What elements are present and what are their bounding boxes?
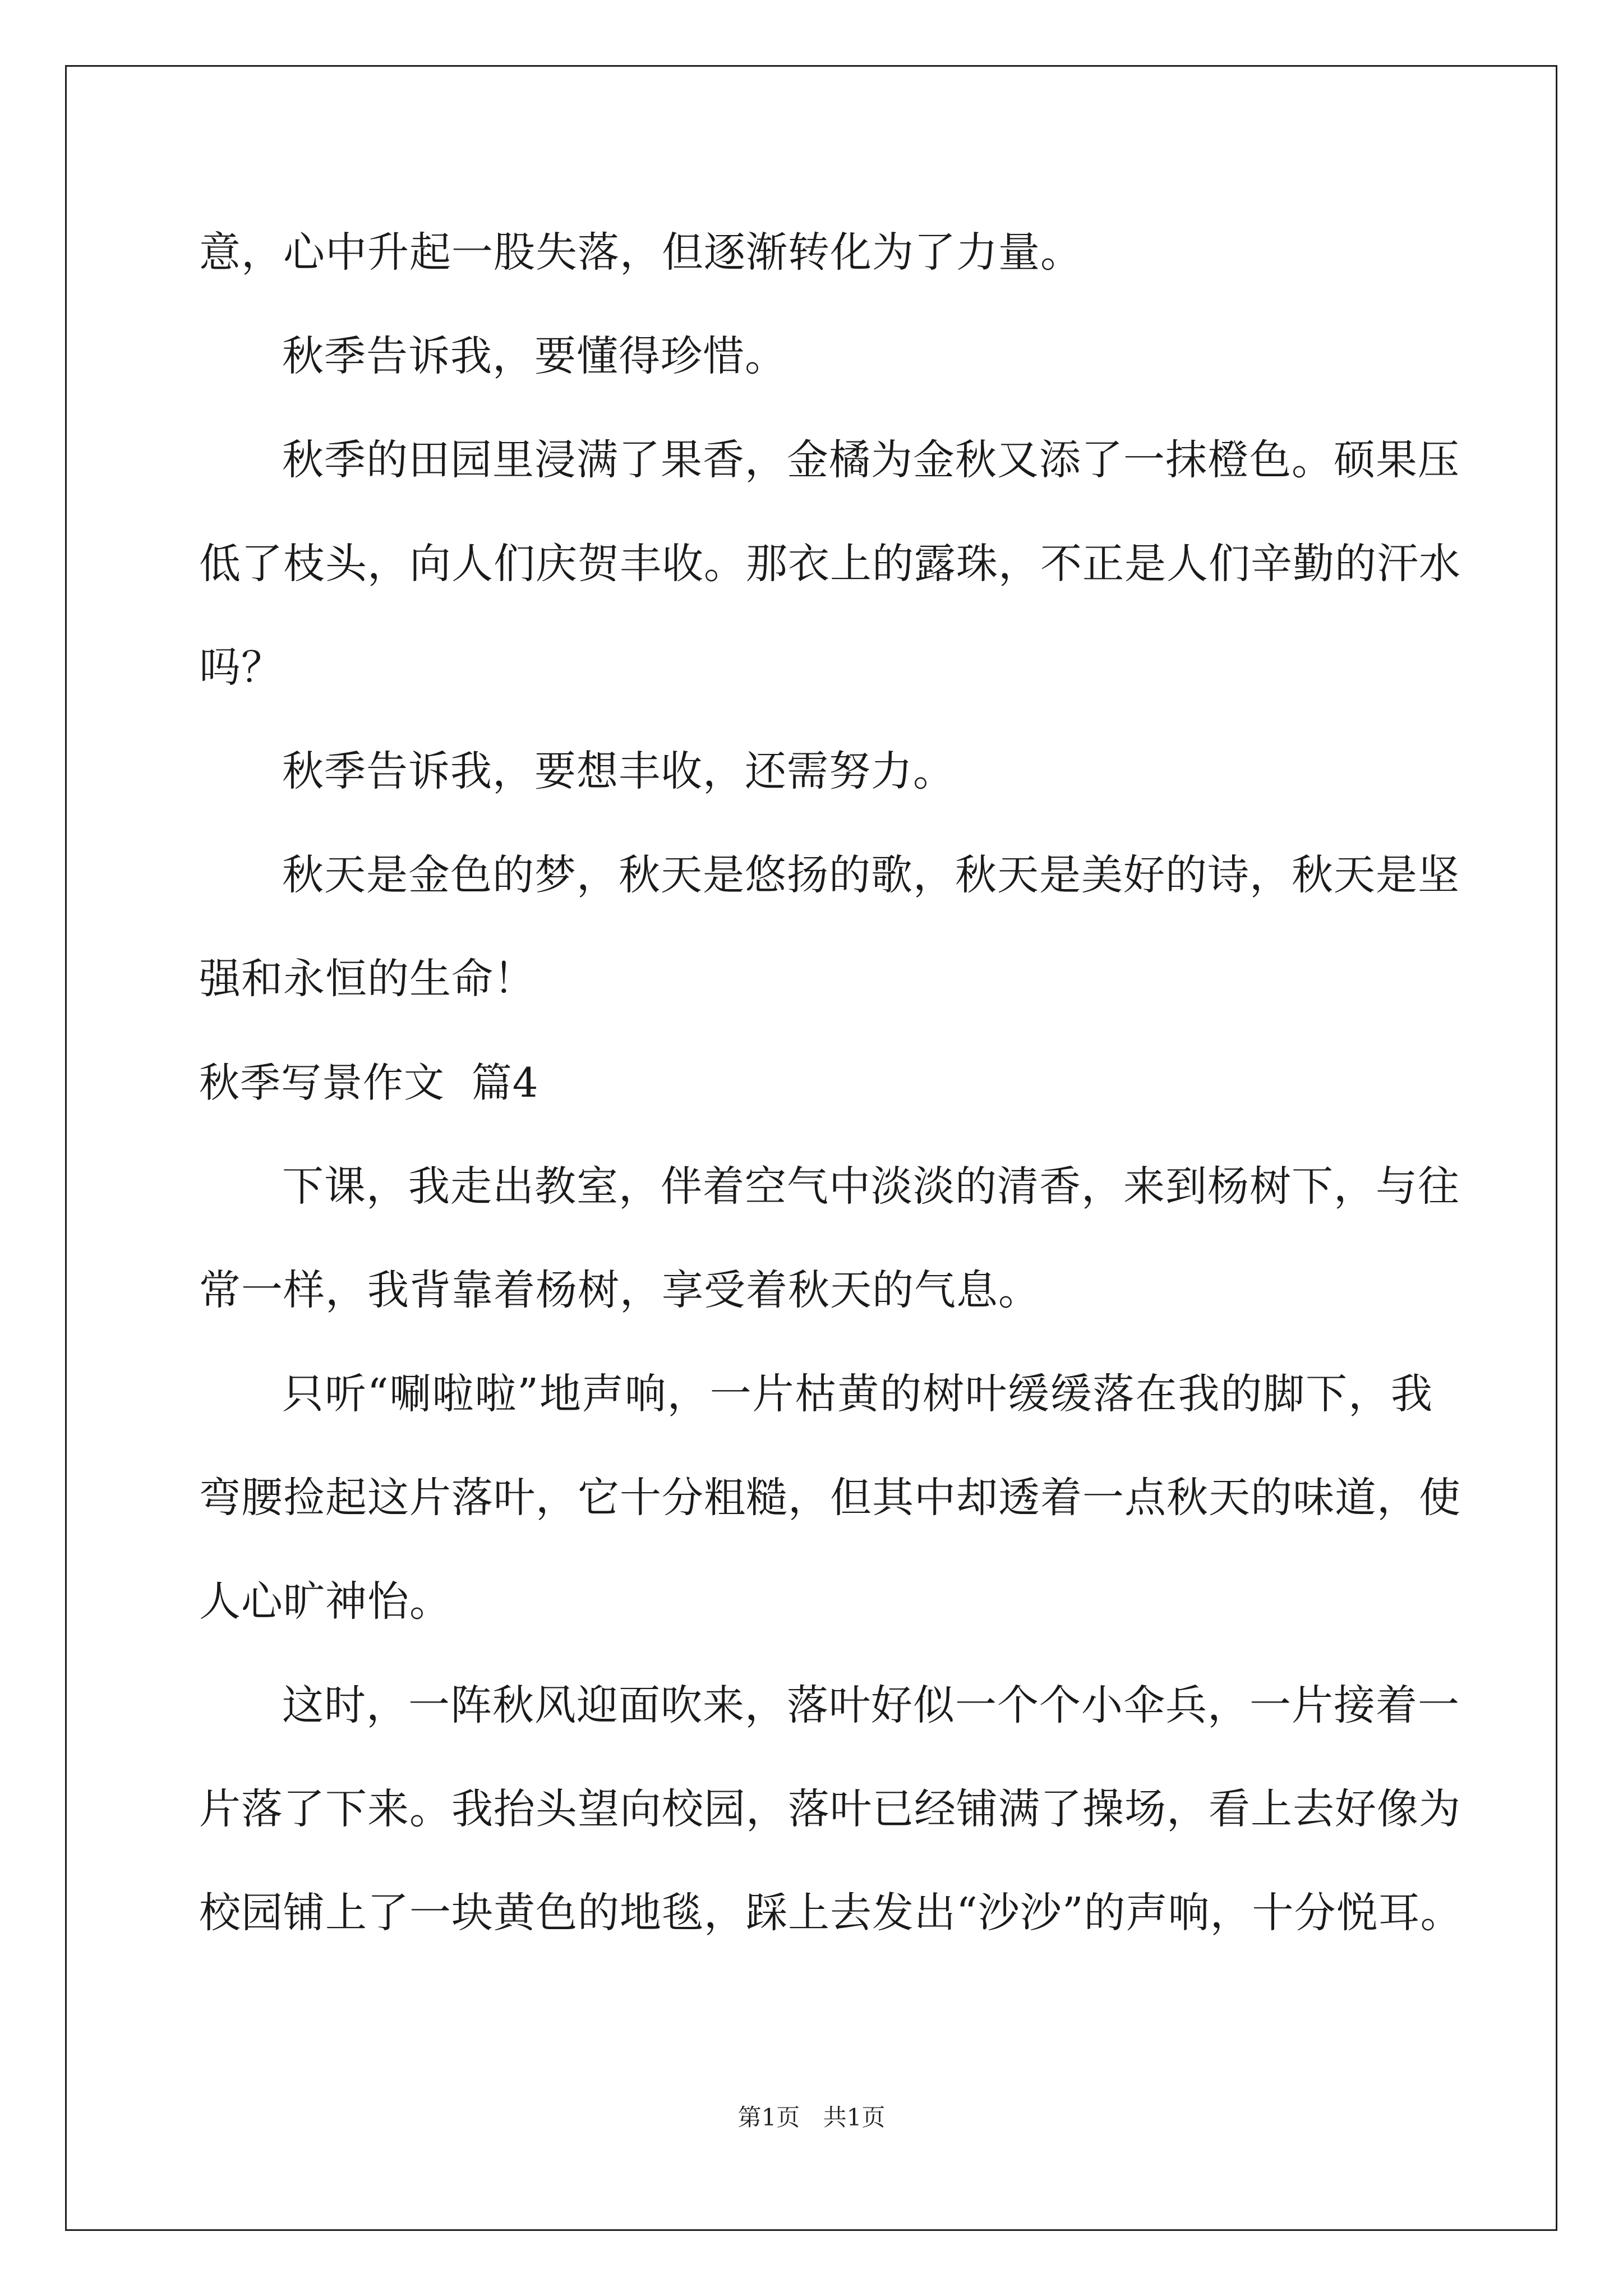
paragraph-line: 人心旷神怡。: [199, 1577, 451, 1626]
paragraph-line: 下课，我走出教室，伴着空气中淡淡的清香，来到杨树下，与往: [282, 1162, 1460, 1211]
paragraph-line: 片落了下来。我抬头望向校园，落叶已经铺满了操场，看上去好像为: [199, 1785, 1461, 1833]
paragraph-line: 意，心中升起一股失落，但逐渐转化为了力量。: [199, 228, 1082, 277]
paragraph-line: 秋季的田园里浸满了果香，金橘为金秋又添了一抹橙色。硕果压: [282, 436, 1460, 484]
paragraph-line: 弯腰捡起这片落叶，它十分粗糙，但其中却透着一点秋天的味道，使: [199, 1474, 1461, 1522]
paragraph-line: 强和永恒的生命！: [199, 955, 536, 1003]
paragraph-line: 常一样，我背靠着杨树，享受着秋天的气息。: [199, 1266, 1040, 1314]
paragraph-line: 吗？: [199, 643, 283, 692]
paragraph-line: 低了枝头，向人们庆贺丰收。那衣上的露珠，不正是人们辛勤的汗水: [199, 540, 1461, 588]
paragraph-line: 秋季告诉我，要想丰收，还需努力。: [282, 747, 955, 795]
section-heading: 秋季写景作文 篇4: [199, 1059, 539, 1106]
paragraph-line: 秋天是金色的梦，秋天是悠扬的歌，秋天是美好的诗，秋天是坚: [282, 851, 1460, 899]
page-number: 第1页: [737, 2104, 800, 2131]
page-total: 共1页: [823, 2104, 886, 2131]
paragraph-line: 校园铺上了一块黄色的地毯，踩上去发出“沙沙”的声响，十分悦耳。: [199, 1889, 1463, 1937]
paragraph-line: 这时，一阵秋风迎面吹来，落叶好似一个个小伞兵，一片接着一: [282, 1681, 1460, 1729]
paragraph-line: 只听“唰啦啦”地声响，一片枯黄的树叶缓缓落在我的脚下，我: [282, 1370, 1433, 1418]
paragraph-line: 秋季告诉我，要懂得珍惜。: [282, 332, 787, 380]
page-footer: [0, 2101, 1623, 2134]
